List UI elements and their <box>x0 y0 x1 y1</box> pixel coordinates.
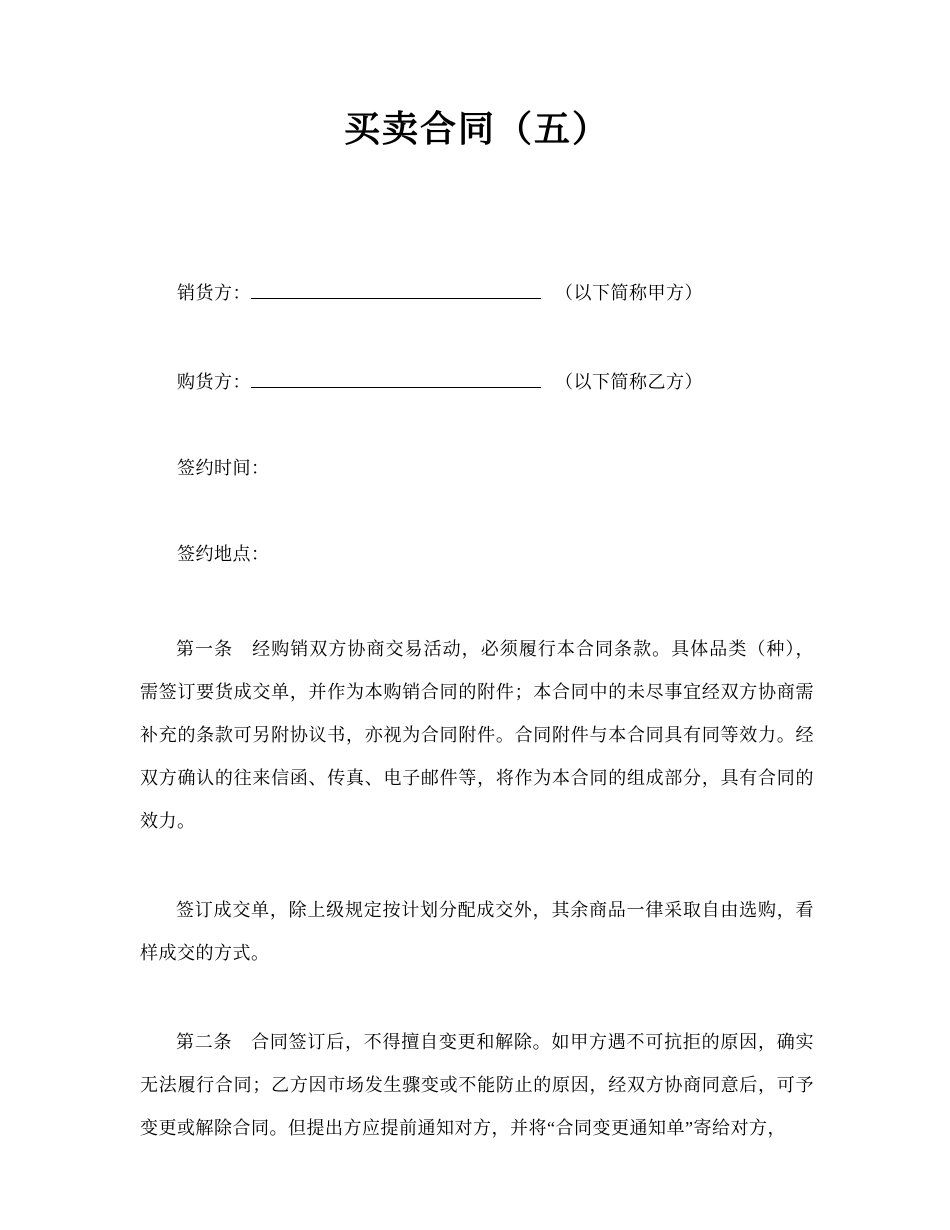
seller-blank-line <box>251 278 541 299</box>
document-title: 买卖合同（五） <box>343 108 610 149</box>
buyer-label: 购货方： <box>177 372 251 392</box>
signing-time-label: 签约时间： <box>177 458 270 478</box>
clause-1-paragraph: 第一条 经购销双方协商交易活动，必须履行本合同条款。具体品类（种），需签订要货成交单，并作为本购销合同的附件；本合同中的未尽事宜经双方协商需补充的条款可另附协议书，亦视为合同附件。合同附件与本合同具有同等效力。经双方确认的往来信函、传真、电子邮件等，将作为本合同的组成部分，具有合同的效力。 <box>140 639 814 831</box>
signing-time-row <box>177 456 814 480</box>
clause-2-paragraph: 第二条 合同签订后，不得擅自变更和解除。如甲方遇不可抗拒的原因，确实无法履行合同；乙方因市场发生骤变或不能防止的原因，经双方协商同意后，可予变更或解除合同。但提出方应提前通知对方，并将“合同变更通知单”寄给对方， <box>140 1032 814 1138</box>
clause-1-supplement-paragraph: 签订成交单，除上级规定按计划分配成交外，其余商品一律采取自由选购，看样成交的方式。 <box>140 900 814 963</box>
party-fields <box>140 278 814 566</box>
seller-label: 销货方： <box>177 283 251 303</box>
seller-suffix: （以下简称甲方） <box>555 283 703 303</box>
contract-body <box>140 628 814 1150</box>
buyer-field-row <box>177 367 814 394</box>
signing-place-label: 签约地点： <box>177 544 270 564</box>
seller-field-row <box>177 278 814 305</box>
signing-place-row <box>177 542 814 566</box>
buyer-blank-line <box>251 367 541 388</box>
buyer-suffix: （以下简称乙方） <box>555 372 703 392</box>
